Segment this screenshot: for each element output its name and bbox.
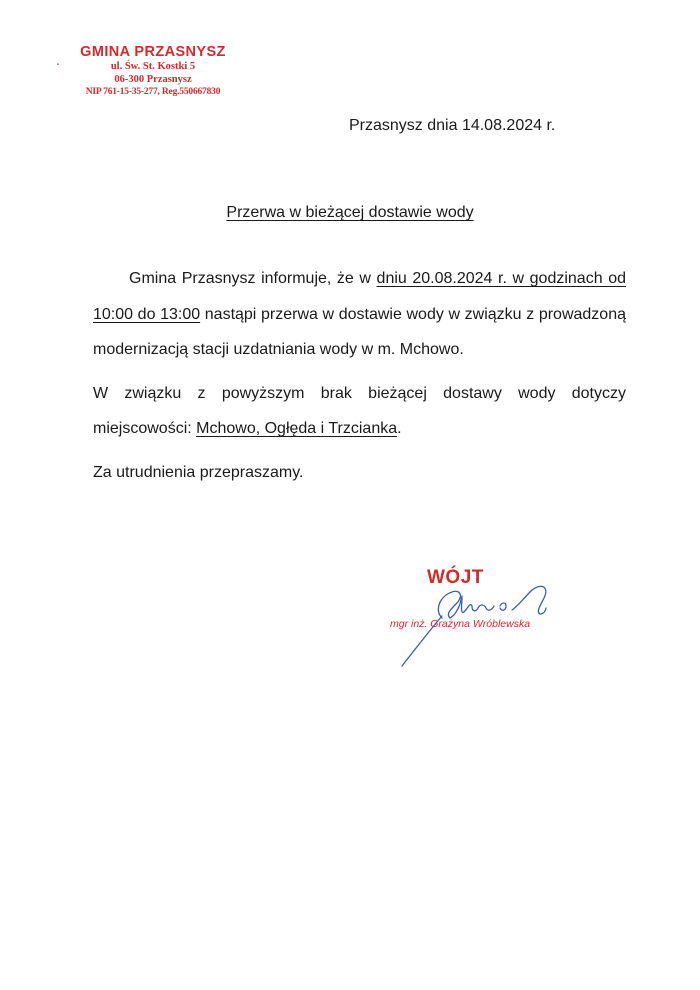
document-title-text: Przerwa w bieżącej dostawie wody: [226, 204, 474, 221]
document-title: [0, 204, 700, 222]
stamp-street: ul. Św. St. Kostki 5: [110, 61, 196, 72]
paragraph-2-text-b: .: [397, 420, 402, 437]
stamp-institution-name: GMINA PRZASNYSZ: [80, 44, 226, 60]
paragraph-announcement: [93, 261, 626, 368]
paragraph-1-text-a: Gmina Przasnysz informuje, że w: [129, 270, 377, 287]
paragraph-2-localities: Mchowo, Ogłęda i Trzcianka: [196, 420, 398, 437]
document-body: [93, 261, 626, 490]
signature-stroke: [402, 586, 546, 666]
date-line: Przasnysz dnia 14.08.2024 r.: [349, 117, 556, 134]
handwritten-signature: [390, 566, 570, 676]
signature-stamp-name: mgr inż. Grażyna Wróblewska: [390, 618, 531, 630]
signature-stamp-title: WÓJT: [427, 567, 484, 588]
paragraph-affected-localities: [93, 376, 626, 447]
paragraph-2-text-a: W związku z powyższym brak bieżącej dostawy wody dotyczy miejscowości:: [93, 384, 626, 437]
stamp-dot: .: [56, 52, 60, 68]
stamp-registry: NIP 761-15-35-277, Reg.550667830: [85, 87, 221, 97]
stamp-city: 06-300 Przasnysz: [114, 74, 192, 85]
paragraph-1-date-time: dniu 20.08.2024 r. w godzinach od 10:00 do 13:00: [93, 270, 626, 323]
signature-block: [390, 566, 570, 676]
letterhead-stamp: [58, 44, 248, 99]
paragraph-1-text-b: nastąpi przerwa w dostawie wody w związku z prowadzoną modernizacją stacji uzdatniania wody w m. Mchowo.: [93, 305, 626, 358]
paragraph-apology: Za utrudnienia przepraszamy.: [93, 463, 304, 481]
